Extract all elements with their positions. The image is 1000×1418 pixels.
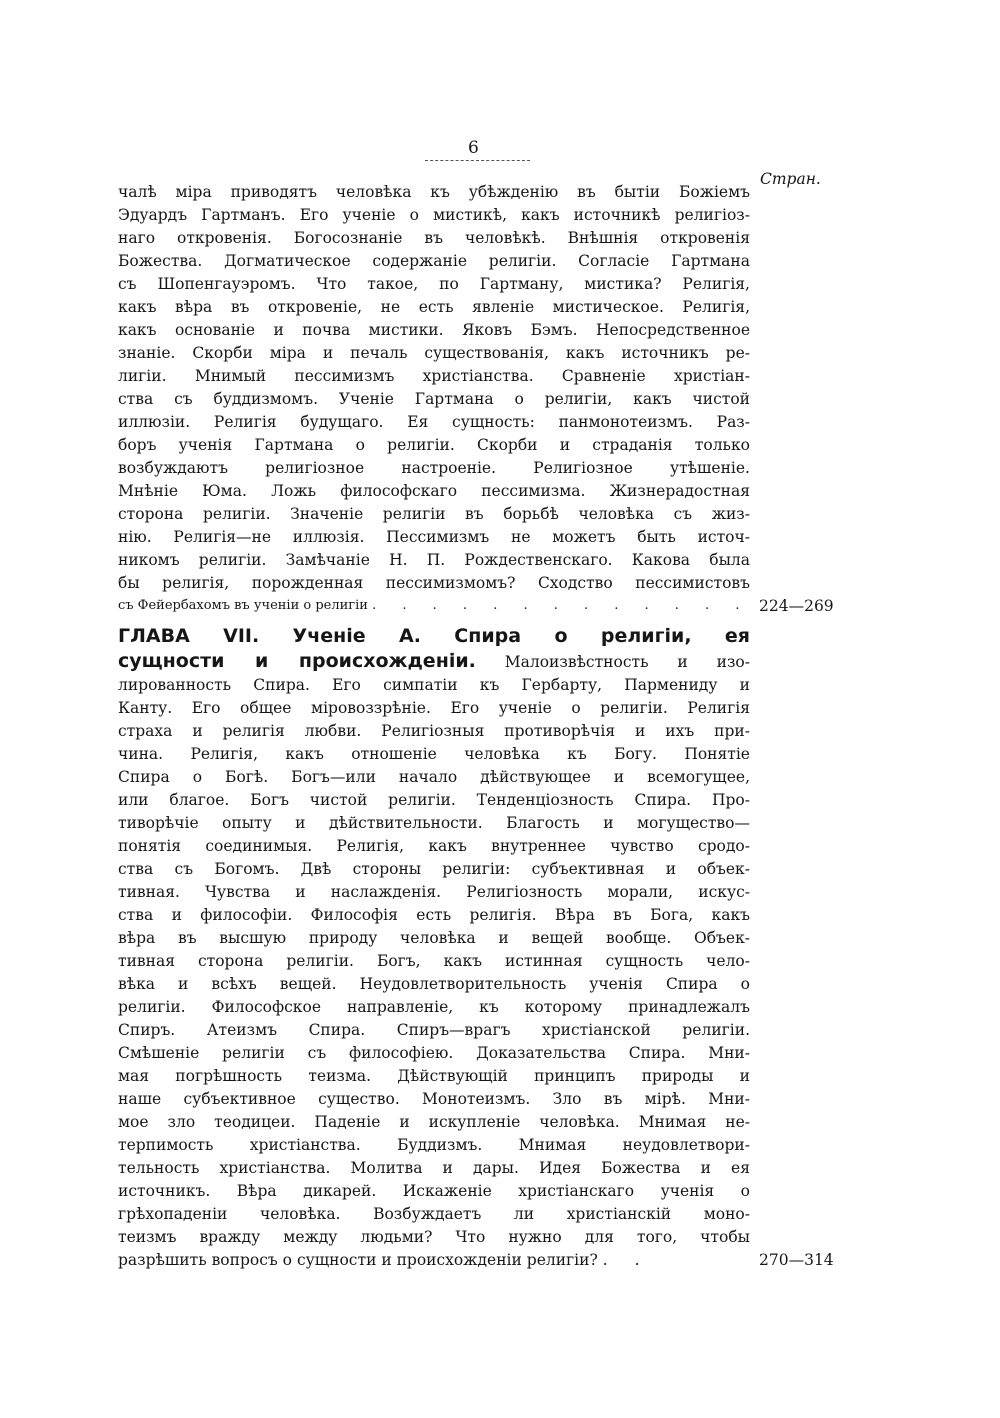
text-line: лигіи. Мнимый пессимизмъ христіанства. Сравненіе христіан- [118,367,750,385]
text-line: Божества. Догматическое содержаніе религіи. Согласіе Гартмана [118,252,750,270]
text-line: сторона религіи. Значеніе религіи въ борьбѣ человѣка съ жиз- [118,505,750,523]
text-line: или благое. Богъ чистой религіи. Тенденціозность Спира. Про- [118,791,750,809]
text-fragment: разрѣшить вопросъ о сущности и происхожденіи религіи? [118,1251,598,1269]
text-line: Эдуардъ Гартманъ. Его ученіе о мистикѣ, какъ источникѣ религіоз- [118,206,750,224]
text-line: источникъ. Вѣра дикарей. Искаженіе христіанскаго ученія о [118,1182,750,1200]
text-line-last [118,1249,750,1271]
text-line: тиворѣчіе опыту и дѣйствительности. Благость и могущество— [118,814,750,832]
text-fragment: съ Фейербахомъ въ ученіи о религіи [118,598,368,613]
text-line: наго откровенія. Богосознаніе въ человѣкѣ. Внѣшнія откровенія [118,229,750,247]
chapter-heading: ГЛАВА VII. Ученіе А. Спира о религіи, ея [118,625,750,647]
text-line: лированность Спира. Его симпатіи къ Гербарту, Пармениду и [118,676,750,694]
page-number: 6 [468,138,479,158]
text-line: иллюзіи. Религія будущаго. Ея сущность: панмонотеизмъ. Раз- [118,413,750,431]
text-line: тельность христіанства. Молитва и дары. Идея Божества и ея [118,1159,750,1177]
text-line: боръ ученія Гартмана о религіи. Скорби и страданія только [118,436,750,454]
text-line: терпимость христіанства. Буддизмъ. Мнимая неудовлетвори- [118,1136,750,1154]
text-line: возбуждаютъ религіозное настроеніе. Религіозное утѣшеніе. [118,459,750,477]
text-line: Спира о Богѣ. Богъ—или начало дѣйствующее и всемогущее, [118,768,750,786]
text-line: мое зло теодицеи. Паденіе и искупленіе человѣка. Мнимая не- [118,1113,750,1131]
text-line: нію. Религія—не иллюзія. Пессимизмъ не можетъ быть источ- [118,528,750,546]
dot-leader: . . [602,1251,651,1269]
chapter-heading-sub: сущности и происхожденіи. [118,650,476,672]
text-line: тивная сторона религіи. Богъ, какъ истинная сущность чело- [118,952,750,970]
text-line: вѣка и всѣхъ вещей. Неудовлетворительность ученія Спира о [118,975,750,993]
text-line: съ Шопенгауэромъ. Что такое, по Гартману, мистика? Религія, [118,275,750,293]
text-line-last [118,595,750,617]
dot-leader: . . . . . . . . . . . . . [372,598,751,613]
page-range: 270—314 [759,1251,834,1269]
text-line: никомъ религіи. Замѣчаніе Н. П. Рождественскаго. Какова была [118,551,750,569]
text-line: понятія соединимыя. Религія, какъ внутреннее чувство сродо- [118,837,750,855]
text-line: Мнѣніе Юма. Ложь философскаго пессимизма. Жизнерадостная [118,482,750,500]
text-line: ства и философіи. Философія есть религія. Вѣра въ Бога, какъ [118,906,750,924]
text-line: ства съ Богомъ. Двѣ стороны религіи: субъективная и объек- [118,860,750,878]
text-line: грѣхопаденіи человѣка. Возбуждаетъ ли христіанскій моно- [118,1205,750,1223]
page-range: 224—269 [759,597,834,615]
text-line: какъ основаніе и почва мистики. Яковъ Бэмъ. Непосредственное [118,321,750,339]
text-line: чина. Религія, какъ отношеніе человѣка къ Богу. Понятіе [118,745,750,763]
text-line: вѣра въ высшую природу человѣка и вещей вообще. Объек- [118,929,750,947]
text-line: наше субъективное существо. Монотеизмъ. Зло въ мірѣ. Мни- [118,1090,750,1108]
text-line: какъ вѣра въ откровеніе, не есть явленіе мистическое. Религія, [118,298,750,316]
text-line: страха и религія любви. Религіозныя противорѣчія и ихъ при- [118,722,750,740]
text-line: Смѣшеніе религіи съ философіею. Доказательства Спира. Мни- [118,1044,750,1062]
text-line: Спиръ. Атеизмъ Спира. Спиръ—врагъ христіанской религіи. [118,1021,750,1039]
text-line: чалѣ міра приводятъ человѣка къ убѣжденію въ бытіи Божіемъ [118,183,750,201]
text-line: теизмъ вражду между людьми? Что нужно для того, чтобы [118,1228,750,1246]
text-fragment: Малоизвѣстность и изо- [504,653,750,671]
text-line: мая погрѣшность теизма. Дѣйствующій принципъ природы и [118,1067,750,1085]
chapter-heading-line2 [118,650,750,672]
text-line: тивная. Чувства и наслажденія. Религіозность морали, искус- [118,883,750,901]
text-line: Канту. Его общее міровоззрѣніе. Его ученіе о религіи. Религія [118,699,750,717]
text-line: знаніе. Скорби міра и печаль существованія, какъ источникъ ре- [118,344,750,362]
text-line: ства съ буддизмомъ. Ученіе Гартмана о религіи, какъ чистой [118,390,750,408]
text-line: религіи. Философское направленіе, къ которому принадлежалъ [118,998,750,1016]
pages-column-label: Стран. [760,170,821,188]
text-line: бы религія, порожденная пессимизмомъ? Сходство пессимистовъ [118,574,750,592]
header-divider [425,160,530,161]
